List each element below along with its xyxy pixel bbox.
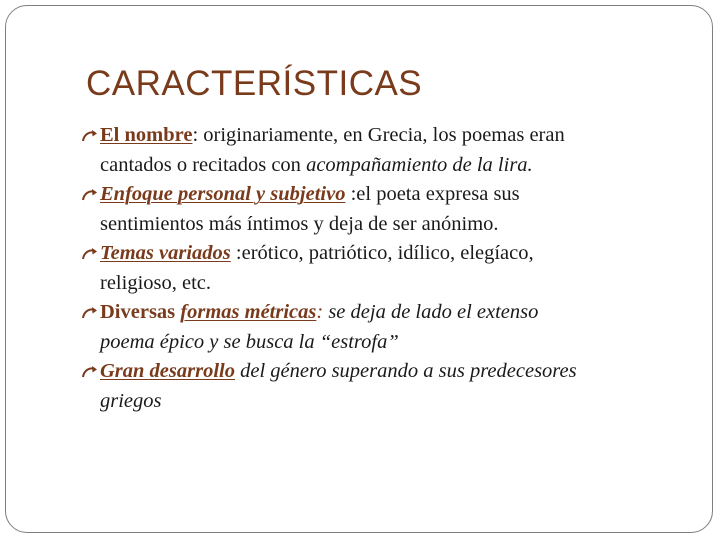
bullet-text: :el poeta expresa sus [345,183,520,205]
curved-arrow-icon [82,188,98,202]
bullet-term: El nombre [100,124,193,146]
bullet-text: religioso, etc. [100,271,212,294]
bullet-term: Diversas [100,301,181,323]
bullet-text: :erótico, patriótico, idílico, elegíaco, [230,242,534,264]
bullet-term: Temas variados [100,242,231,264]
bullet-emphasis: poema épico y se busca la “estrofa” [100,330,399,353]
bullet-emphasis: griegos [100,389,162,412]
bullet-emphasis: acompañamiento de la lira. [306,153,533,176]
curved-arrow-icon [82,306,98,320]
bullet-emphasis: se deja de lado el extenso [328,301,539,323]
bullet-term-emphasis: formas métricas [180,301,317,323]
curved-arrow-icon [82,247,98,261]
bullet-item [80,298,680,357]
bullet-text: : [316,301,329,323]
slide-title: CARACTERÍSTICAS [86,64,423,103]
bullet-item [80,239,680,298]
bullet-emphasis: del género superando a sus predecesores [234,360,577,382]
bullet-text: cantados o recitados con [100,153,307,176]
bullet-term: Gran desarrollo [100,360,235,382]
bullet-term: Enfoque personal y subjetivo [100,183,346,205]
bullet-item [80,121,680,180]
curved-arrow-icon [82,129,98,143]
bullet-text: sentimientos más íntimos y deja de ser anónimo. [100,212,499,235]
bullet-item [80,180,680,239]
bullet-list [80,121,680,416]
curved-arrow-icon [82,365,98,379]
bullet-item [80,357,680,416]
bullet-text: : originariamente, en Grecia, los poemas eran [192,124,565,146]
